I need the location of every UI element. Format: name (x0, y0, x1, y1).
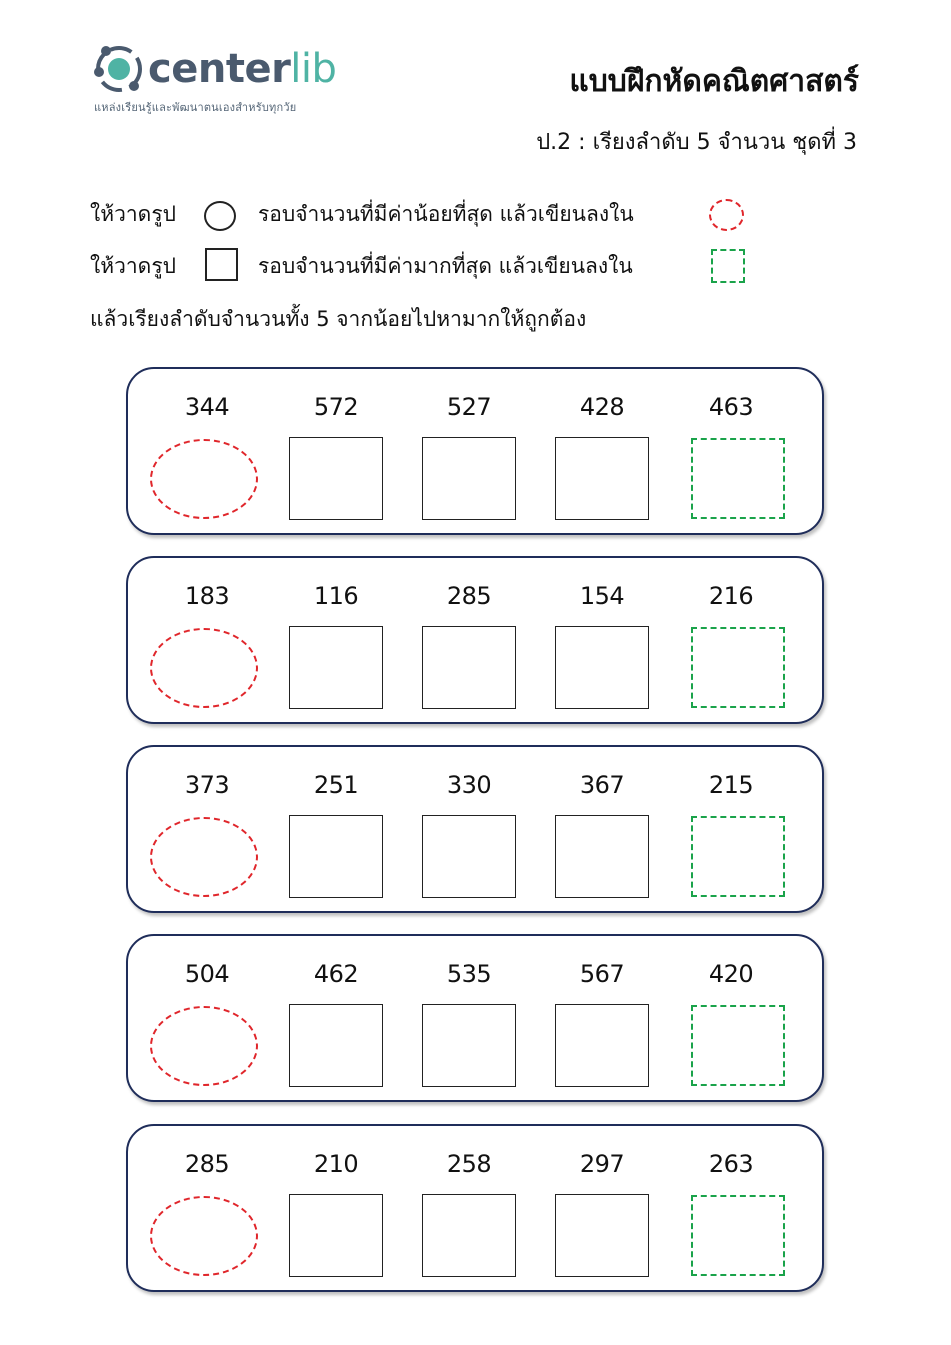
answer-max-box[interactable] (691, 627, 785, 708)
answer-box-3[interactable] (422, 1004, 516, 1087)
answer-box-4[interactable] (555, 437, 649, 520)
instruction-max-text: รอบจำนวนที่มีค่ามากที่สุด แล้วเขียนลงใน (258, 254, 633, 278)
red-dashed-circle-icon (709, 199, 744, 231)
logo-mark-icon (92, 42, 146, 96)
answer-box-4[interactable] (555, 815, 649, 898)
answer-min-oval[interactable] (150, 628, 258, 708)
answer-box-4[interactable] (555, 1004, 649, 1087)
number-1: 504 (184, 960, 230, 988)
number-3: 330 (446, 771, 492, 799)
number-5: 463 (708, 393, 754, 421)
answer-box-3[interactable] (422, 437, 516, 520)
answer-max-box[interactable] (691, 1195, 785, 1276)
centerlib-logo (92, 40, 352, 120)
page-title: แบบฝึกหัดคณิตศาสตร์ (569, 64, 859, 99)
number-2: 116 (313, 582, 359, 610)
number-1: 183 (184, 582, 230, 610)
number-3: 258 (446, 1150, 492, 1178)
circle-shape-icon (204, 201, 236, 231)
answer-min-oval[interactable] (150, 817, 258, 897)
number-3: 535 (446, 960, 492, 988)
number-4: 367 (579, 771, 625, 799)
number-5: 263 (708, 1150, 754, 1178)
instruction-max (0, 250, 951, 284)
instruction-min-prefix: ให้วาดรูป (90, 202, 176, 226)
exercise-row-2 (126, 556, 824, 724)
answer-box-2[interactable] (289, 437, 383, 520)
instruction-min (0, 198, 951, 232)
page-subtitle: ป.2 : เรียงลำดับ 5 จำนวน ชุดที่ 3 (536, 130, 857, 155)
exercise-row-5 (126, 1124, 824, 1292)
exercise-row-1 (126, 367, 824, 535)
answer-box-4[interactable] (555, 626, 649, 709)
answer-box-3[interactable] (422, 626, 516, 709)
number-5: 216 (708, 582, 754, 610)
answer-max-box[interactable] (691, 1005, 785, 1086)
answer-min-oval[interactable] (150, 1006, 258, 1086)
number-4: 567 (579, 960, 625, 988)
answer-box-3[interactable] (422, 1194, 516, 1277)
number-2: 572 (313, 393, 359, 421)
answer-min-oval[interactable] (150, 439, 258, 519)
logo-wordmark-main: center (148, 46, 291, 92)
instruction-order: แล้วเรียงลำดับจำนวนทั้ง 5 จากน้อยไปหามากให้ถูกต้อง (90, 307, 587, 331)
answer-max-box[interactable] (691, 438, 785, 519)
number-1: 344 (184, 393, 230, 421)
square-shape-icon (205, 248, 238, 281)
number-4: 297 (579, 1150, 625, 1178)
number-5: 420 (708, 960, 754, 988)
number-3: 285 (446, 582, 492, 610)
instruction-max-prefix: ให้วาดรูป (90, 254, 176, 278)
exercise-row-3 (126, 745, 824, 913)
number-2: 462 (313, 960, 359, 988)
exercise-row-4 (126, 934, 824, 1102)
answer-min-oval[interactable] (150, 1196, 258, 1276)
instruction-min-text: รอบจำนวนที่มีค่าน้อยที่สุด แล้วเขียนลงใน (258, 202, 634, 226)
number-2: 210 (313, 1150, 359, 1178)
number-2: 251 (313, 771, 359, 799)
logo-wordmark (148, 42, 336, 96)
answer-box-4[interactable] (555, 1194, 649, 1277)
answer-box-2[interactable] (289, 1194, 383, 1277)
answer-box-3[interactable] (422, 815, 516, 898)
logo-wordmark-accent: lib (290, 46, 337, 92)
number-5: 215 (708, 771, 754, 799)
answer-box-2[interactable] (289, 626, 383, 709)
number-3: 527 (446, 393, 492, 421)
green-dashed-square-icon (711, 249, 745, 283)
answer-max-box[interactable] (691, 816, 785, 897)
number-4: 154 (579, 582, 625, 610)
logo-tagline: แหล่งเรียนรู้และพัฒนาตนเองสำหรับทุกวัย (94, 101, 297, 114)
number-1: 373 (184, 771, 230, 799)
number-1: 285 (184, 1150, 230, 1178)
answer-box-2[interactable] (289, 1004, 383, 1087)
number-4: 428 (579, 393, 625, 421)
answer-box-2[interactable] (289, 815, 383, 898)
